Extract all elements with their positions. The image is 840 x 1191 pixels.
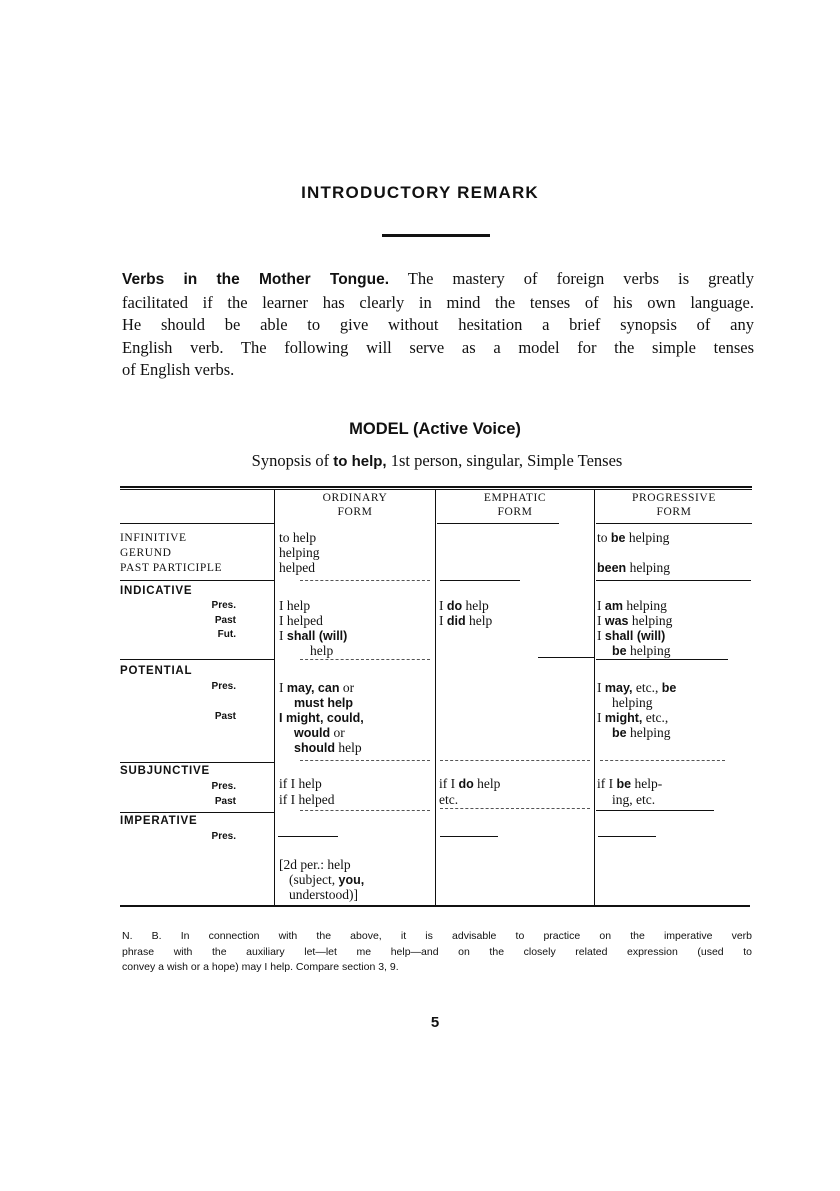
- row-label-gerund: GERUND: [120, 547, 172, 559]
- indicative-past-progressive: I was helping: [597, 613, 673, 628]
- footnote: [122, 929, 752, 976]
- rule: [596, 580, 751, 581]
- potential-pres-ordinary-2: must help: [294, 696, 354, 710]
- subjunctive-pres-progressive: if I be help-: [597, 776, 663, 791]
- group-label-indicative: INDICATIVE: [120, 585, 193, 597]
- footnote-line-3: convey a wish or a hope) may I help. Compare section 3, 9.: [122, 961, 399, 973]
- indicative-fut-ordinary: I shall (will): [279, 628, 348, 643]
- indicative-past-ordinary: I helped: [279, 613, 323, 628]
- tense-label: Past: [214, 615, 236, 626]
- header-progressive: PROGRESSIVE FORM: [632, 492, 716, 518]
- indicative-pres-ordinary: I help: [279, 598, 311, 613]
- potential-past-ordinary-1: I might, could,: [279, 711, 364, 725]
- rule: [120, 812, 275, 813]
- potential-past-ordinary-3: should help: [294, 740, 362, 755]
- group-label-subjunctive: SUBJUNCTIVE: [120, 765, 210, 777]
- intro-paragraph: [122, 268, 754, 382]
- indicative-fut-progressive: I shall (will): [597, 628, 666, 643]
- tense-label: Pres.: [211, 781, 236, 792]
- imperative-emphatic-blank: [440, 836, 498, 837]
- model-heading: MODEL (Active Voice): [349, 420, 521, 438]
- rule: [300, 580, 430, 581]
- table-top-rule: [120, 486, 752, 488]
- subjunctive-past-progressive: ing, etc.: [612, 792, 656, 807]
- rule: [596, 523, 752, 524]
- col-divider-3: [594, 490, 595, 905]
- group-label-potential: POTENTIAL: [120, 665, 193, 677]
- subjunctive-past-ordinary: if I helped: [279, 792, 335, 807]
- rule: [596, 659, 728, 660]
- rule: [300, 810, 430, 811]
- imperative-note-2: (subject, you,: [289, 872, 365, 887]
- footnote-line-2: phrase with the auxiliary let—let me help—and on the closely related expression (used to: [122, 945, 752, 958]
- imperative-ordinary-blank: [278, 836, 338, 837]
- indicative-past-emphatic: I did help: [439, 613, 493, 628]
- subjunctive-pres-ordinary: if I help: [279, 776, 322, 791]
- rule: [600, 760, 725, 761]
- intro-line-5: of English verbs.: [122, 360, 235, 379]
- rule: [120, 523, 275, 524]
- row-label-infinitive: INFINITIVE: [120, 532, 187, 544]
- tense-label: Pres.: [211, 681, 236, 692]
- potential-pres-progressive-1: I may, etc., be: [597, 680, 677, 695]
- rule: [596, 810, 714, 811]
- rule: [300, 659, 430, 660]
- indicative-pres-emphatic: I do help: [439, 598, 489, 613]
- subjunctive-past-emphatic: etc.: [439, 792, 459, 807]
- row-label-past-participle: PAST PARTICIPLE: [120, 562, 223, 574]
- indicative-fut-ordinary-2: help: [310, 643, 334, 658]
- col-divider-2: [435, 490, 436, 905]
- rule: [120, 762, 275, 763]
- rule: [120, 580, 275, 581]
- header-emphatic: EMPHATIC FORM: [483, 492, 547, 518]
- rule: [538, 657, 594, 658]
- rule: [120, 659, 275, 660]
- tense-label: Past: [214, 796, 236, 807]
- intro-line-4: English verb. The following will serve as a model for the simple tenses: [122, 337, 754, 357]
- col-divider-1: [274, 490, 275, 905]
- imperative-progressive-blank: [598, 836, 656, 837]
- footnote-line-1: N. B. In connection with the above, it is advisable to practice on the imperative verb: [122, 930, 752, 942]
- potential-pres-progressive-2: helping: [612, 695, 653, 710]
- tense-label: Pres.: [211, 600, 236, 611]
- tense-label: Pres.: [211, 831, 236, 842]
- tense-label: Fut.: [217, 629, 236, 640]
- potential-pres-ordinary-1: I may, can or: [279, 680, 355, 695]
- imperative-note-3: understood)]: [289, 887, 358, 902]
- past-participle-progressive: been helping: [597, 560, 671, 575]
- intro-line-1: Verbs in the Mother Tongue. The mastery of foreign verbs is greatly: [122, 269, 754, 288]
- infinitive-ordinary: to help: [279, 530, 317, 545]
- title-rule: [382, 234, 490, 237]
- indicative-fut-progressive-2: be helping: [612, 643, 671, 658]
- rule: [437, 523, 559, 524]
- subjunctive-pres-emphatic: if I do help: [439, 776, 501, 791]
- gerund-ordinary: helping: [279, 545, 320, 560]
- table-top-rule-thin: [120, 489, 752, 490]
- potential-past-progressive-1: I might, etc.,: [597, 710, 669, 725]
- infinitive-progressive: to be helping: [597, 530, 670, 545]
- rule: [440, 580, 520, 581]
- intro-line-2: facilitated if the learner has clearly in mind the tenses of his own language.: [122, 292, 754, 312]
- tense-label: Past: [214, 711, 236, 722]
- potential-past-progressive-2: be helping: [612, 725, 671, 740]
- page-title: INTRODUCTORY REMARK: [301, 183, 539, 202]
- table-bottom-rule: [120, 905, 750, 907]
- potential-past-ordinary-2: would or: [294, 725, 345, 740]
- header-ordinary: ORDINARY FORM: [322, 492, 388, 518]
- intro-line-3: He should be able to give without hesitation a brief synopsis of any: [122, 315, 754, 334]
- page-number: 5: [430, 1014, 440, 1031]
- group-label-imperative: IMPERATIVE: [120, 815, 198, 827]
- imperative-note-1: [2d per.: help: [279, 857, 351, 872]
- indicative-pres-progressive: I am helping: [597, 598, 667, 613]
- rule: [440, 760, 590, 761]
- intro-lead: Verbs in the Mother Tongue.: [122, 271, 390, 288]
- rule: [440, 808, 590, 809]
- past-participle-ordinary: helped: [279, 560, 315, 575]
- rule: [300, 760, 430, 761]
- model-synopsis: Synopsis of to help, 1st person, singular, Simple Tenses: [251, 451, 623, 470]
